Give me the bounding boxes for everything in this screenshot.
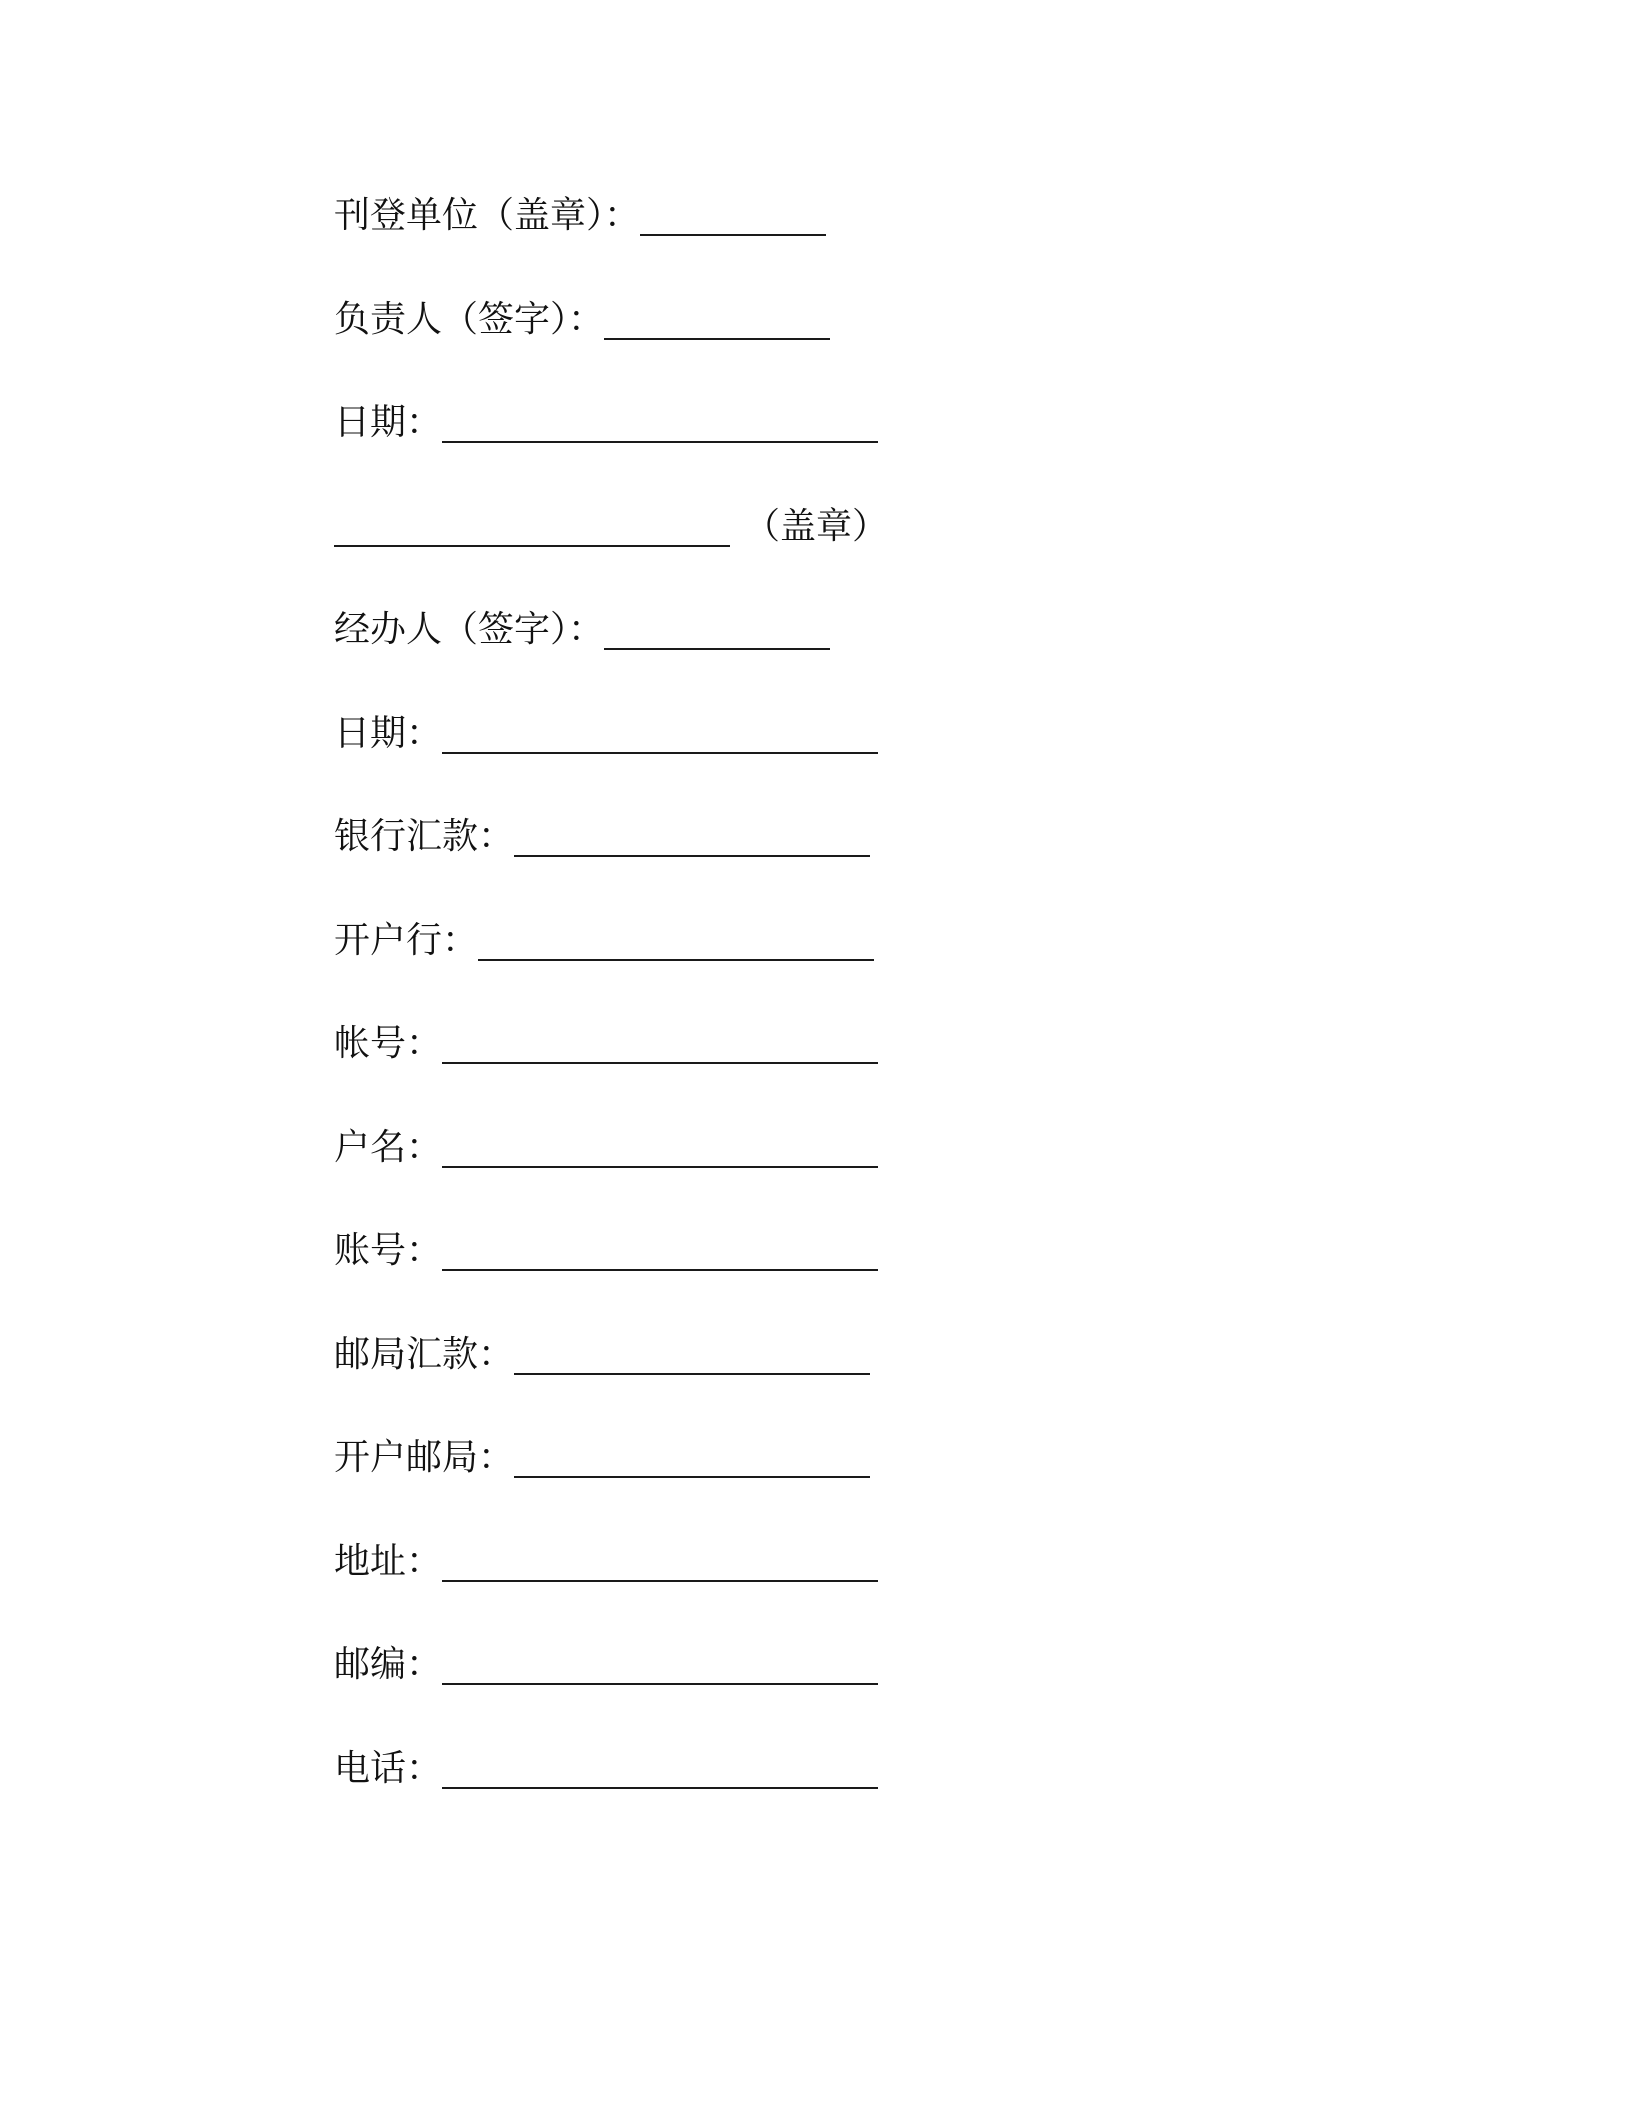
form-line-postal-remittance [334,1329,1334,1433]
seal-blank [334,505,730,547]
postal-remittance-label: 邮局汇款： [334,1333,515,1375]
opening-bank-blank [478,919,874,961]
phone-blank [442,1747,878,1789]
form-line-seal [334,501,1334,605]
address-blank [442,1540,878,1582]
publishing-unit-label: 刊登单位（盖章）： [334,195,641,236]
form-line-bank-remittance [334,811,1334,915]
date-label: 日期： [334,402,443,443]
date-blank [442,401,878,443]
postcode-label: 邮编： [334,1644,443,1685]
date-label: 日期： [334,712,443,754]
opening-bank-label: 开户行： [334,919,479,961]
account-no-blank [442,1022,878,1064]
handler-label: 经办人（签字）： [334,609,605,650]
account-no-label: 账号： [334,1230,443,1271]
signature-form [334,190,1334,1846]
account-name-blank [442,1126,878,1168]
form-line-phone [334,1743,1334,1847]
account-no-blank [442,1229,878,1271]
postal-remittance-blank [514,1333,870,1375]
account-name-label: 户名： [334,1126,443,1168]
form-line-date-2 [334,708,1334,812]
postcode-blank [442,1643,878,1685]
address-label: 地址： [334,1540,443,1582]
post-office-label: 开户邮局： [334,1437,515,1478]
seal-suffix: （盖章） [744,505,889,547]
form-line-handler [334,604,1334,708]
form-line-address [334,1536,1334,1640]
publishing-unit-blank [640,194,826,236]
form-line-responsible-person [334,294,1334,398]
form-line-account-no-1 [334,1018,1334,1122]
form-line-post-office [334,1432,1334,1536]
post-office-blank [514,1436,870,1478]
form-line-account-name [334,1122,1334,1226]
responsible-person-label: 负责人（签字）： [334,298,605,340]
handler-blank [604,608,830,650]
form-line-publishing-unit [334,190,1334,294]
date-blank [442,712,878,754]
phone-label: 电话： [334,1747,443,1789]
form-line-date-1 [334,397,1334,501]
form-line-opening-bank [334,915,1334,1019]
account-no-label: 帐号： [334,1023,443,1064]
bank-remittance-blank [514,815,870,857]
bank-remittance-label: 银行汇款： [334,816,515,857]
form-line-postcode [334,1639,1334,1743]
form-line-account-no-2 [334,1225,1334,1329]
responsible-person-blank [604,298,830,340]
